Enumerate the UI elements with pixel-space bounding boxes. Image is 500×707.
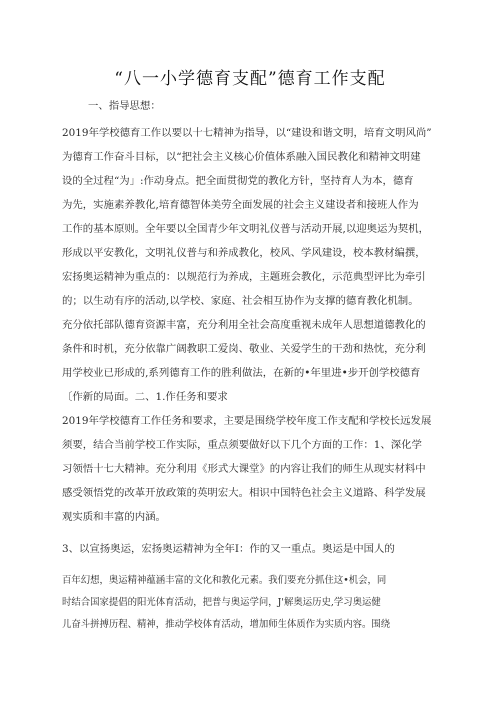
document-title: “八一小学德育支配”德育工作支配 <box>114 69 386 89</box>
text-line: 3、以宣扬奥运，宏扬奥运精神为全年I：作的又一重点。奥运是中国人的 <box>62 543 395 555</box>
text-line: 条件和时机，充分依靠广阔教职工爱岗、敬业、关爱学生的干劲和热忱，充分利 <box>62 343 426 355</box>
text-line: 习领悟十七大精神。充分利用《形式大课堂》的内容让我们的师生从现实材料中 <box>62 463 426 475</box>
text-line: 的；以生动有序的活动,以学校、家庭、社会相互协作为支撑的德育教化机制。 <box>62 295 419 307</box>
section-heading: 一、指导思想： <box>88 100 161 112</box>
text-line: 充分依托部队德育资源丰富，充分利用全社会高度重视未成年人思想道德教化的 <box>62 319 426 331</box>
text-line: 为先，实施素养教化,培育德智体美劳全面发展的社会主义建设者和接班人作为 <box>62 199 419 211</box>
text-line: 形成以平安教化，文明礼仪普与和养成教化，校风、学风建设，校本教材编撰， <box>62 247 426 259</box>
text-line: 感受领悟党的改革开放政策的英明宏大。相识中国特色社会主义道路、科学发展 <box>62 487 426 499</box>
text-line: 工作的基本原则。全年要以全国青少年文明礼仪普与活动开展,以迎奥运为契机， <box>62 223 429 235</box>
text-line: 为德育工作奋斗目标，以“把社会主义核心价值体系融入国民教化和精神文明建 <box>62 151 421 163</box>
text-line: 宏扬奥运精神为重点的：以规范行为养成，主题班会教化，示范典型评比为牵引 <box>62 271 426 283</box>
text-line: 观实质和丰富的内涵。 <box>62 511 166 523</box>
text-line-small: 儿奋斗拼搏历程、精神，推动学校体育活动，增加师生体质作为实质内容。围绕 <box>62 619 391 630</box>
text-line-small: 时结合国家提倡的阳光体育活动，把普与奥运学问，J'解奥运历史,学习奥运健 <box>62 597 381 608</box>
text-line: 用学校业已形成的,系列德育工作的胜利做法，在新的•年里进•步开创学校德育 <box>62 367 421 379</box>
text-line: 2019年学校德育工作以要以十七精神为指导，以“建设和谐文明，培育文明风尚” <box>62 127 432 139</box>
text-line: 〔作新的局面。二、1.作任务和要求 <box>62 391 228 403</box>
text-line: 设的全过程“为」:作动身点。把全面贯彻党的教化方针，坚持育人为本，德育 <box>62 175 414 187</box>
text-line-small: 百年幻想，奥运精神蕴涵丰富的文化和教化元素。我们要充分抓住这•机会，同 <box>62 575 387 586</box>
text-line: 须要，结合当前学校工作实际，重点须要做好以下几个方面的工作：1、深化学 <box>62 439 422 451</box>
text-line: 2019年学校德育工作任务和要求，主要是围绕学校年度工作支配和学校长远发展 <box>62 415 432 427</box>
